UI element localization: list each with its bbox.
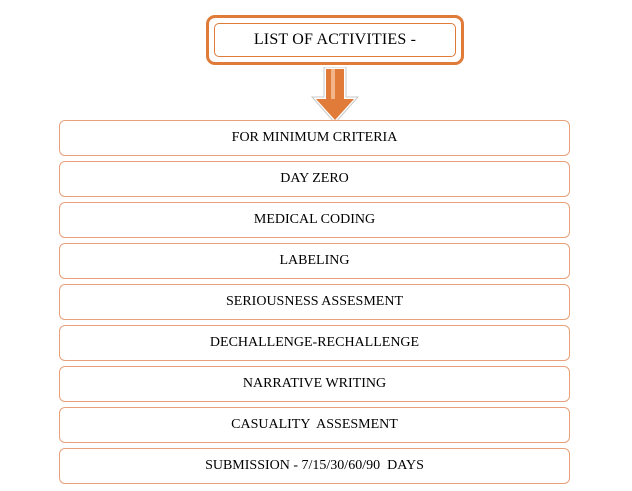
title-text: LIST OF ACTIVITIES - (214, 23, 456, 57)
activity-item: NARRATIVE WRITING (59, 366, 570, 402)
activity-item: DAY ZERO (59, 161, 570, 197)
down-arrow-icon (310, 67, 360, 125)
activity-list (59, 120, 570, 489)
activity-item: SERIOUSNESS ASSESMENT (59, 284, 570, 320)
activity-item: MEDICAL CODING (59, 202, 570, 238)
activity-item: SUBMISSION - 7/15/30/60/90 DAYS (59, 448, 570, 484)
activity-item: FOR MINIMUM CRITERIA (59, 120, 570, 156)
title-box (206, 15, 464, 65)
activity-item: LABELING (59, 243, 570, 279)
activity-item: CASUALITY ASSESMENT (59, 407, 570, 443)
activity-item: DECHALLENGE-RECHALLENGE (59, 325, 570, 361)
